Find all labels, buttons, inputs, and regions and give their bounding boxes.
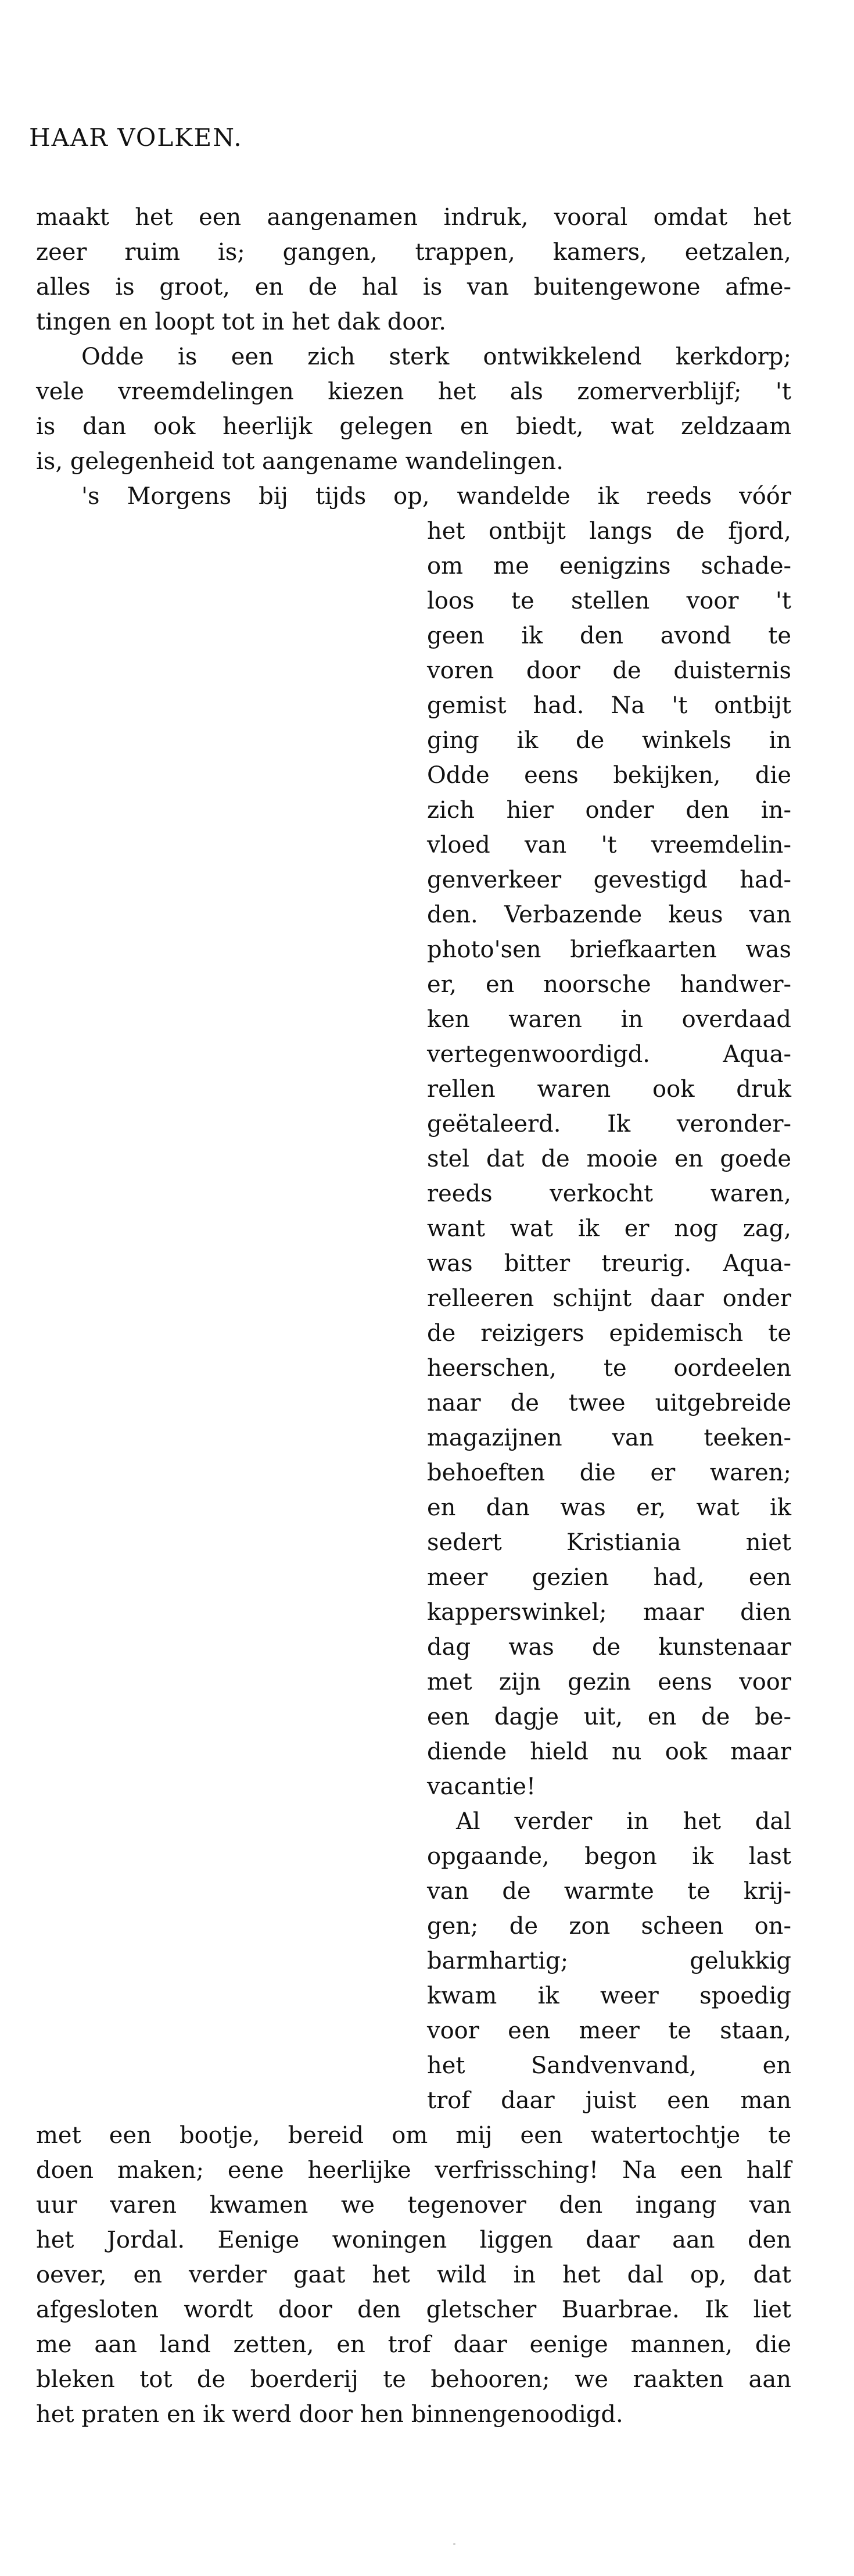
text-line: alles is groot, en de hal is van buitengewone afme- bbox=[36, 274, 791, 300]
text-line: 's Morgens bij tijds op, wandelde ik reeds vóór bbox=[81, 483, 791, 510]
text-line: stel dat de mooie en goede bbox=[427, 1146, 791, 1172]
text-line: bleken tot de boerderij te behooren; we raakten aan bbox=[36, 2366, 791, 2393]
text-line: kwam ik weer spoedig bbox=[427, 1983, 791, 2009]
text-line: uur varen kwamen we tegenover den ingang van bbox=[36, 2192, 791, 2219]
text-line: gemist had. Na 't ontbijt bbox=[427, 692, 791, 719]
text-line: was bitter treurig. Aqua- bbox=[427, 1250, 791, 1277]
text-line: geen ik den avond te bbox=[427, 622, 791, 649]
text-line: me aan land zetten, en trof daar eenige mannen, die bbox=[36, 2331, 791, 2358]
text-line: heerschen, te oordeelen bbox=[427, 1355, 791, 1382]
text-line: den. Verbazende keus van bbox=[427, 901, 791, 928]
text-line: er, en noorsche handwer- bbox=[427, 971, 791, 998]
body-text bbox=[36, 200, 791, 2432]
text-line: vacantie! bbox=[427, 1773, 536, 1800]
text-line: tingen en loopt tot in het dak door. bbox=[36, 309, 446, 335]
text-line: voor een meer te staan, bbox=[427, 2017, 791, 2044]
text-line: genverkeer gevestigd had- bbox=[427, 867, 791, 893]
text-line: afgesloten wordt door den gletscher Buarbrae. Ik liet bbox=[36, 2296, 791, 2323]
text-line: om me eenigzins schade- bbox=[427, 553, 791, 579]
text-line: vele vreemdelingen kiezen het als zomerverblijf; 't bbox=[36, 378, 791, 405]
text-line: Al verder in het dal bbox=[456, 1808, 791, 1835]
text-line: en dan was er, wat ik bbox=[427, 1494, 791, 1521]
text-line: barmhartig; gelukkig bbox=[427, 1948, 791, 1974]
text-line: het praten en ik werd door hen binnengenoodigd. bbox=[36, 2401, 623, 2428]
text-line: photo'sen briefkaarten was bbox=[427, 936, 791, 963]
running-title: HAAR VOLKEN. bbox=[29, 123, 243, 152]
text-line: is, gelegenheid tot aangename wandelingen. bbox=[36, 448, 564, 475]
text-line: zich hier onder den in- bbox=[427, 797, 791, 824]
text-line: rellen waren ook druk bbox=[427, 1076, 791, 1103]
text-line: behoeften die er waren; bbox=[427, 1459, 791, 1486]
text-line: een dagje uit, en de be- bbox=[427, 1704, 791, 1730]
text-line: het ontbijt langs de fjord, bbox=[427, 518, 791, 545]
text-line: vloed van 't vreemdelin- bbox=[427, 832, 791, 858]
text-line: voren door de duisternis bbox=[427, 657, 791, 684]
text-line: sedert Kristiania niet bbox=[427, 1529, 791, 1556]
text-line: diende hield nu ook maar bbox=[427, 1738, 791, 1765]
text-line: is dan ook heerlijk gelegen en biedt, wat zeldzaam bbox=[36, 413, 791, 440]
text-line: opgaande, begon ik last bbox=[427, 1843, 791, 1870]
text-line: de reizigers epidemisch te bbox=[427, 1320, 791, 1347]
text-line: want wat ik er nog zag, bbox=[427, 1215, 791, 1242]
text-line: relleeren schijnt daar onder bbox=[427, 1285, 791, 1312]
text-line: loos te stellen voor 't bbox=[427, 588, 791, 614]
text-line: met een bootje, bereid om mij een watertochtje te bbox=[36, 2122, 791, 2149]
text-line: kapperswinkel; maar dien bbox=[427, 1599, 791, 1626]
text-line: Odde is een zich sterk ontwikkelend kerkdorp; bbox=[81, 344, 791, 370]
text-line: ken waren in overdaad bbox=[427, 1006, 791, 1033]
text-line: met zijn gezin eens voor bbox=[427, 1669, 791, 1695]
text-line: vertegenwoordigd. Aqua- bbox=[427, 1041, 791, 1068]
text-line: reeds verkocht waren, bbox=[427, 1180, 791, 1207]
text-line: ging ik de winkels in bbox=[427, 727, 791, 754]
text-line: magazijnen van teeken- bbox=[427, 1425, 791, 1451]
text-line: Odde eens bekijken, die bbox=[427, 762, 791, 789]
text-line: oever, en verder gaat het wild in het dal op, dat bbox=[36, 2262, 791, 2288]
text-line: van de warmte te krij- bbox=[427, 1878, 791, 1905]
text-line: meer gezien had, een bbox=[427, 1564, 791, 1591]
text-line: dag was de kunstenaar bbox=[427, 1634, 791, 1661]
text-line: trof daar juist een man bbox=[427, 2087, 791, 2114]
text-line: geëtaleerd. Ik veronder- bbox=[427, 1111, 791, 1137]
text-line: gen; de zon scheen on- bbox=[427, 1913, 791, 1940]
text-line: zeer ruim is; gangen, trappen, kamers, eetzalen, bbox=[36, 239, 791, 266]
text-line: maakt het een aangenamen indruk, vooral omdat het bbox=[36, 204, 791, 231]
text-line: naar de twee uitgebreide bbox=[427, 1390, 791, 1416]
text-line: het Sandvenvand, en bbox=[427, 2052, 791, 2079]
text-line: het Jordal. Eenige woningen liggen daar aan den bbox=[36, 2227, 791, 2253]
print-speck bbox=[453, 2543, 455, 2545]
text-line: doen maken; eene heerlijke verfrissching! Na een half bbox=[36, 2157, 791, 2184]
